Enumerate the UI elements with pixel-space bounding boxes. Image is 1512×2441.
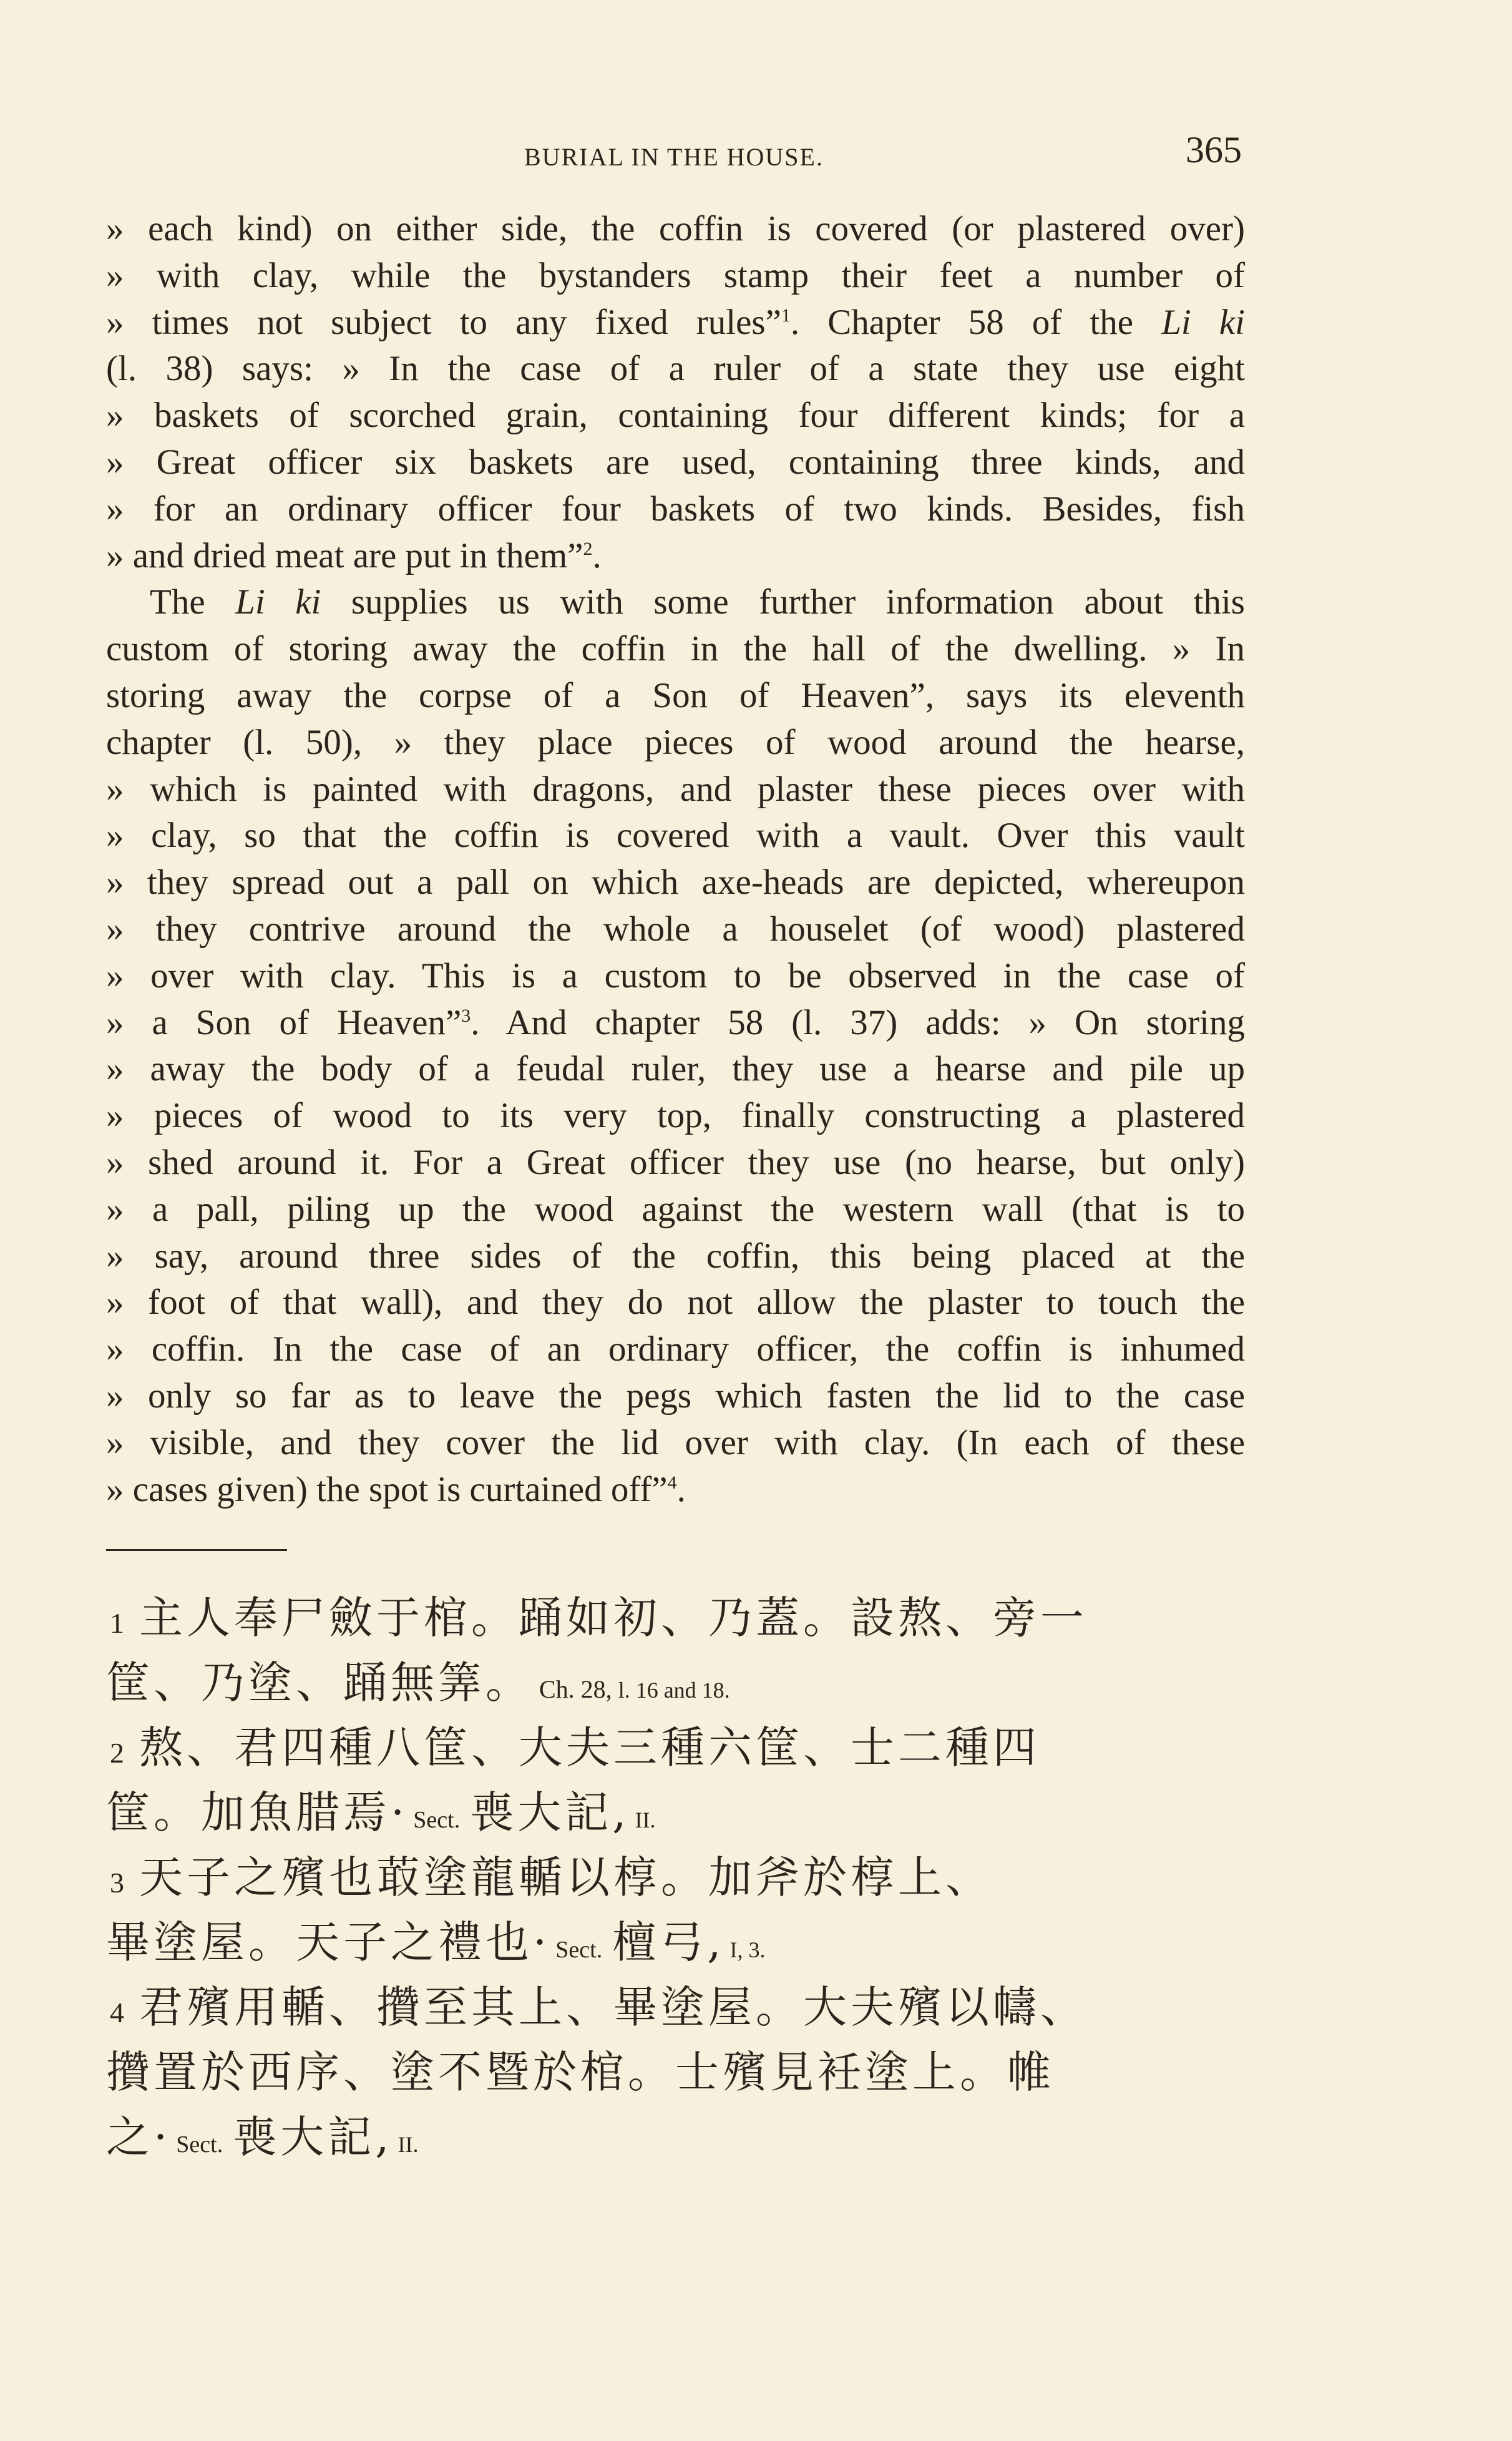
body-text bbox=[106, 206, 1245, 1513]
footnote-4-cont: 之· Sect. 喪大記, II. bbox=[106, 2111, 419, 2163]
text-line: » visible, and they cover the lid over with clay. (In each of these bbox=[106, 1422, 1245, 1462]
text-line: » they contrive around the whole a houselet (of wood) plastered bbox=[106, 909, 1245, 949]
footnote-3-cont: 畢塗屋。天子之禮也· Sect. 檀弓, I, 3. bbox=[106, 1917, 766, 1968]
text-line: » a Son of Heaven”$^3$. And chapter 58 (l. 37) adds: » On storing bbox=[106, 1002, 1245, 1042]
running-head: BURIAL IN THE HOUSE. bbox=[524, 143, 824, 171]
text-line: » clay, so that the coffin is covered with a vault. Over this vault bbox=[106, 816, 1245, 856]
footnote-1-cont: 筐、乃塗、踊無筭。 Ch. 28, l. 16 and 18. bbox=[106, 1657, 730, 1708]
text-line: » they spread out a pall on which axe-heads are depicted, whereupon bbox=[106, 863, 1245, 903]
text-line: » times not subject to any fixed rules”$^1$. Chapter 58 of the Li ki bbox=[106, 302, 1245, 342]
work-title: Li ki bbox=[1161, 302, 1245, 342]
text-line: (l. 38) says: » In the case of a ruler of a state they use eight bbox=[106, 349, 1245, 389]
text-line: » with clay, while the bystanders stamp their feet a number of bbox=[106, 255, 1245, 295]
footnote-4-cont: 攢置於西序、塗不暨於棺。士殯見衽塗上。帷 bbox=[106, 2047, 1055, 2098]
footnote-ref[interactable]: 3 bbox=[461, 1005, 471, 1026]
text-line: » shed around it. For a Great officer they use (no hearse, but only) bbox=[106, 1142, 1245, 1182]
text-line: » over with clay. This is a custom to be observed in the case of bbox=[106, 956, 1245, 995]
footnote-number: 1 bbox=[110, 1607, 124, 1639]
text-line: » Great officer six baskets are used, containing three kinds, and bbox=[106, 442, 1245, 482]
footnote-2-cont: 筐。加魚腊焉· Sect. 喪大記, II. bbox=[106, 1787, 656, 1838]
text-line: » cases given) the spot is curtained off”$^4$. bbox=[106, 1469, 686, 1509]
text-line: » a pall, piling up the wood against the western wall (that is to bbox=[106, 1189, 1245, 1229]
footnote-number: 2 bbox=[110, 1737, 124, 1769]
footnote-ref[interactable]: 1 bbox=[781, 305, 791, 326]
text-line: » say, around three sides of the coffin, this being placed at the bbox=[106, 1236, 1245, 1276]
footnote-2: 2 熬、君四種八筐、大夫三種六筐、士二種四 bbox=[110, 1722, 1040, 1773]
text-line: » only so far as to leave the pegs which fasten the lid to the case bbox=[106, 1376, 1245, 1416]
footnote-ref[interactable]: 2 bbox=[583, 538, 593, 559]
footnote-number: 3 bbox=[110, 1867, 124, 1899]
footnote-ref[interactable]: 4 bbox=[667, 1472, 677, 1493]
text-line: » for an ordinary officer four baskets of two kinds. Besides, fish bbox=[106, 489, 1245, 529]
footnotes bbox=[106, 1585, 1251, 2170]
footnote-number: 4 bbox=[110, 1997, 124, 2028]
text-line: » foot of that wall), and they do not allow the plaster to touch the bbox=[106, 1283, 1245, 1323]
work-title: Li ki bbox=[235, 582, 321, 622]
footnote-divider bbox=[106, 1549, 287, 1551]
footnote-1: 1 主人奉尸斂于棺。踊如初、乃蓋。設熬、旁一 bbox=[110, 1592, 1088, 1643]
text-line: » coffin. In the case of an ordinary officer, the coffin is inhumed bbox=[106, 1329, 1245, 1369]
footnote-3: 3 天子之殯也菆塗龍輴以椁。加斧於椁上、 bbox=[110, 1852, 993, 1903]
text-line: custom of storing away the coffin in the hall of the dwelling. » In bbox=[106, 629, 1245, 669]
text-line: The Li ki supplies us with some further information about this bbox=[150, 582, 1245, 622]
footnote-source: Ch. 28, l. 16 and 18. bbox=[539, 1675, 730, 1703]
text-line: chapter (l. 50), » they place pieces of wood around the hearse, bbox=[106, 722, 1245, 762]
page-header bbox=[106, 129, 1242, 185]
text-line: storing away the corpse of a Son of Heaven”, says its eleventh bbox=[106, 675, 1245, 715]
text-line: » away the body of a feudal ruler, they use a hearse and pile up bbox=[106, 1049, 1245, 1089]
footnote-4: 4 君殯用輴、攢至其上、畢塗屋。大夫殯以幬、 bbox=[110, 1982, 1088, 2033]
text-line: » pieces of wood to its very top, finally constructing a plastered bbox=[106, 1096, 1245, 1136]
text-line: » which is painted with dragons, and plaster these pieces over with bbox=[106, 769, 1245, 809]
text-line: » and dried meat are put in them”$^2$. bbox=[106, 536, 602, 575]
text-line: » each kind) on either side, the coffin is covered (or plastered over) bbox=[106, 209, 1245, 248]
page-number: 365 bbox=[1186, 129, 1242, 170]
text-line: » baskets of scorched grain, containing four different kinds; for a bbox=[106, 396, 1245, 436]
